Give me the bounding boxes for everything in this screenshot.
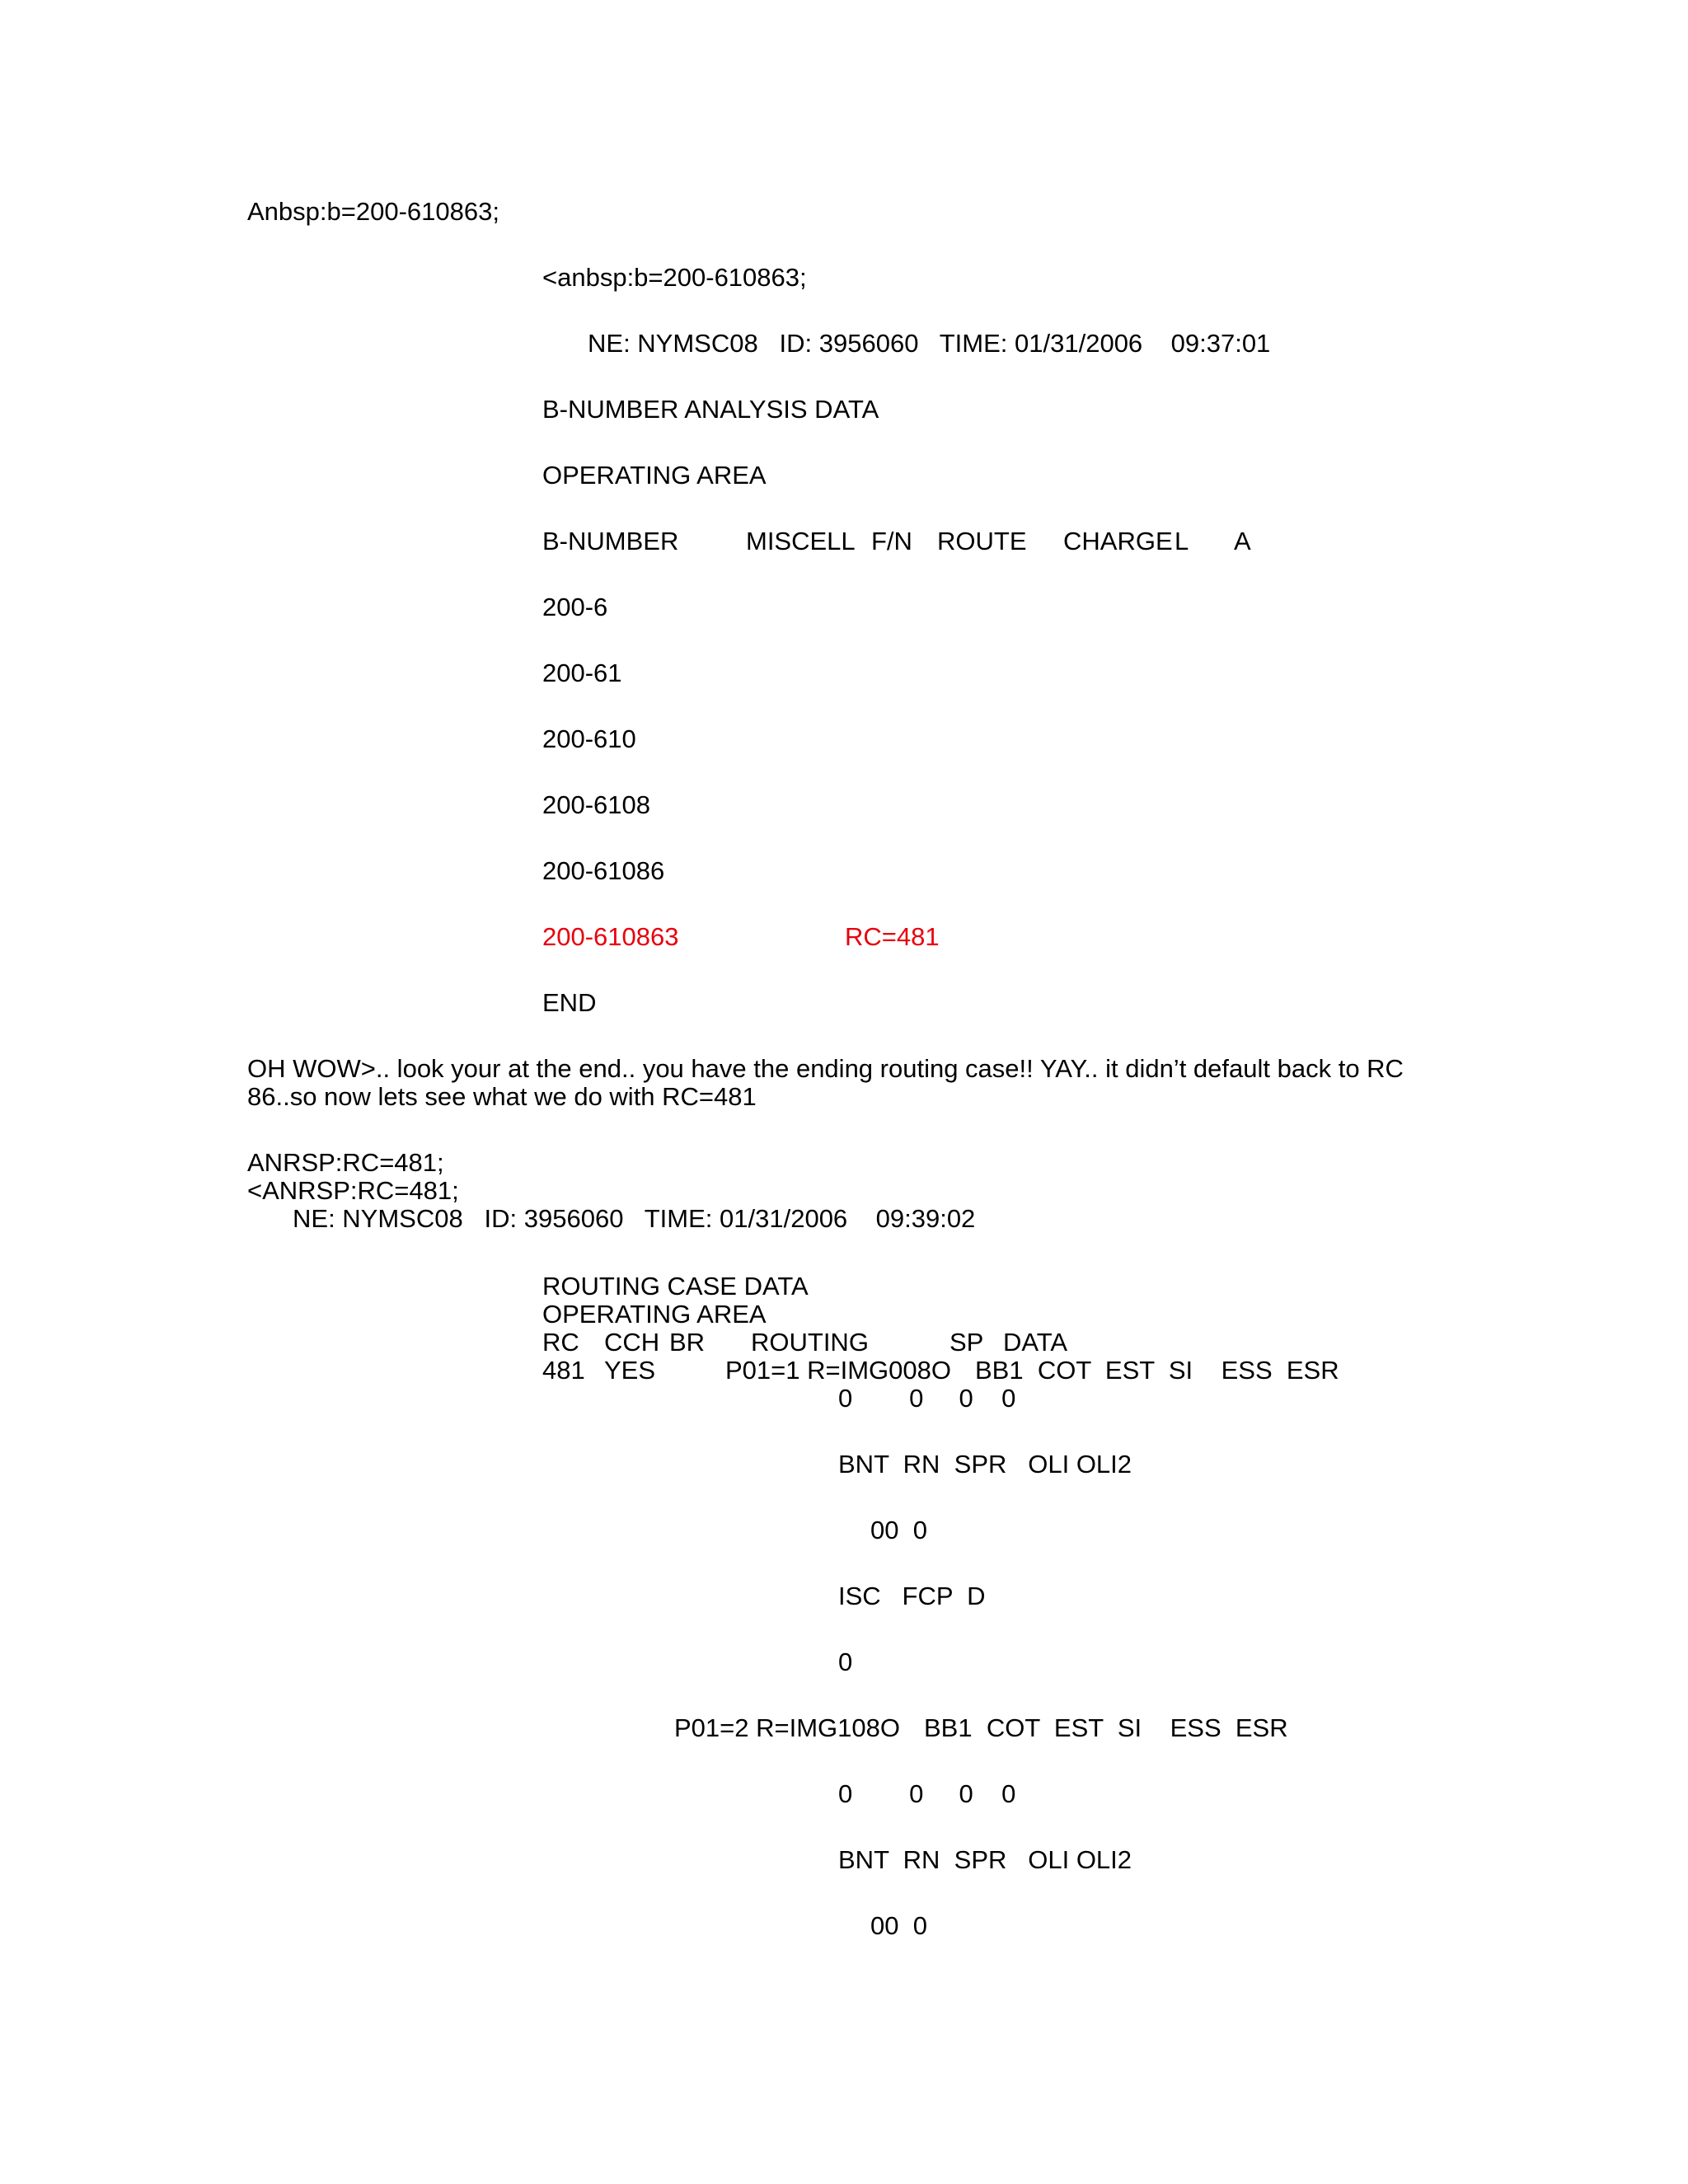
col-fn: F/N	[871, 527, 912, 555]
isc-values-p01-1: 0	[838, 1647, 853, 1676]
operating-area-1: OPERATING AREA	[542, 461, 767, 490]
bnt-values-p01-1: 00 0	[870, 1516, 927, 1544]
bnt-values-p01-2: 00 0	[870, 1911, 927, 1940]
col-bnumber: B-NUMBER	[542, 527, 679, 555]
operating-area-2: OPERATING AREA	[542, 1300, 767, 1329]
data-header-p01-1: BB1 COT EST SI ESS ESR	[975, 1356, 1339, 1385]
command-anbsp: Anbsp:b=200-610863;	[247, 197, 499, 226]
bnt-header-p01-2: BNT RN SPR OLI OLI2	[838, 1845, 1132, 1874]
cch-value: YES	[604, 1356, 656, 1385]
command-anrsp: ANRSP:RC=481;	[247, 1148, 444, 1177]
bnumber-analysis-title: B-NUMBER ANALYSIS DATA	[542, 395, 879, 424]
bnt-header-p01-1: BNT RN SPR OLI OLI2	[838, 1450, 1132, 1479]
isc-header-p01-1: ISC FCP D	[838, 1582, 986, 1610]
col-sp: SP	[950, 1328, 984, 1357]
routing-p01-2: P01=2 R=IMG108O	[674, 1713, 900, 1742]
list-item: 200-6	[542, 593, 608, 621]
header-line-1: NE: NYMSC08 ID: 3956060 TIME: 01/31/2006 09:37:01	[588, 329, 1271, 358]
data-header-p01-2: BB1 COT EST SI ESS ESR	[924, 1713, 1288, 1742]
header-line-2: NE: NYMSC08 ID: 3956060 TIME: 01/31/2006 09:39:02	[293, 1204, 976, 1233]
list-item: 200-61	[542, 658, 622, 687]
list-item: 200-6108	[542, 790, 651, 819]
list-item: 200-61086	[542, 856, 665, 885]
list-item: 200-610	[542, 724, 636, 753]
end-marker: END	[542, 988, 597, 1017]
data-values-p01-1: 0 0 0 0	[838, 1384, 1016, 1413]
highlighted-routing-case: RC=481	[845, 922, 940, 951]
routing-p01-1: P01=1 R=IMG008O	[725, 1356, 951, 1385]
command-echo-anrsp: <ANRSP:RC=481;	[247, 1176, 459, 1205]
data-values-p01-2: 0 0 0 0	[838, 1779, 1016, 1808]
routing-case-title: ROUTING CASE DATA	[542, 1272, 809, 1301]
highlighted-bnumber: 200-610863	[542, 922, 679, 951]
col-routing: ROUTING	[751, 1328, 869, 1357]
col-charge: CHARGE	[1063, 527, 1173, 555]
col-l: L	[1175, 527, 1189, 555]
command-echo-anbsp: <anbsp:b=200-610863;	[542, 263, 807, 292]
col-route: ROUTE	[937, 527, 1027, 555]
col-cch: CCH	[604, 1328, 660, 1357]
col-br: BR	[669, 1328, 706, 1357]
rc-value: 481	[542, 1356, 585, 1385]
col-rc: RC	[542, 1328, 579, 1357]
col-data: DATA	[1003, 1328, 1068, 1357]
col-miscell: MISCELL	[746, 527, 856, 555]
commentary-paragraph: OH WOW>.. look your at the end.. you have the ending routing case!! YAY.. it didn’t default back to RC 86..so now lets see what we do with RC=481	[247, 1054, 1404, 1111]
col-a: A	[1234, 527, 1251, 555]
